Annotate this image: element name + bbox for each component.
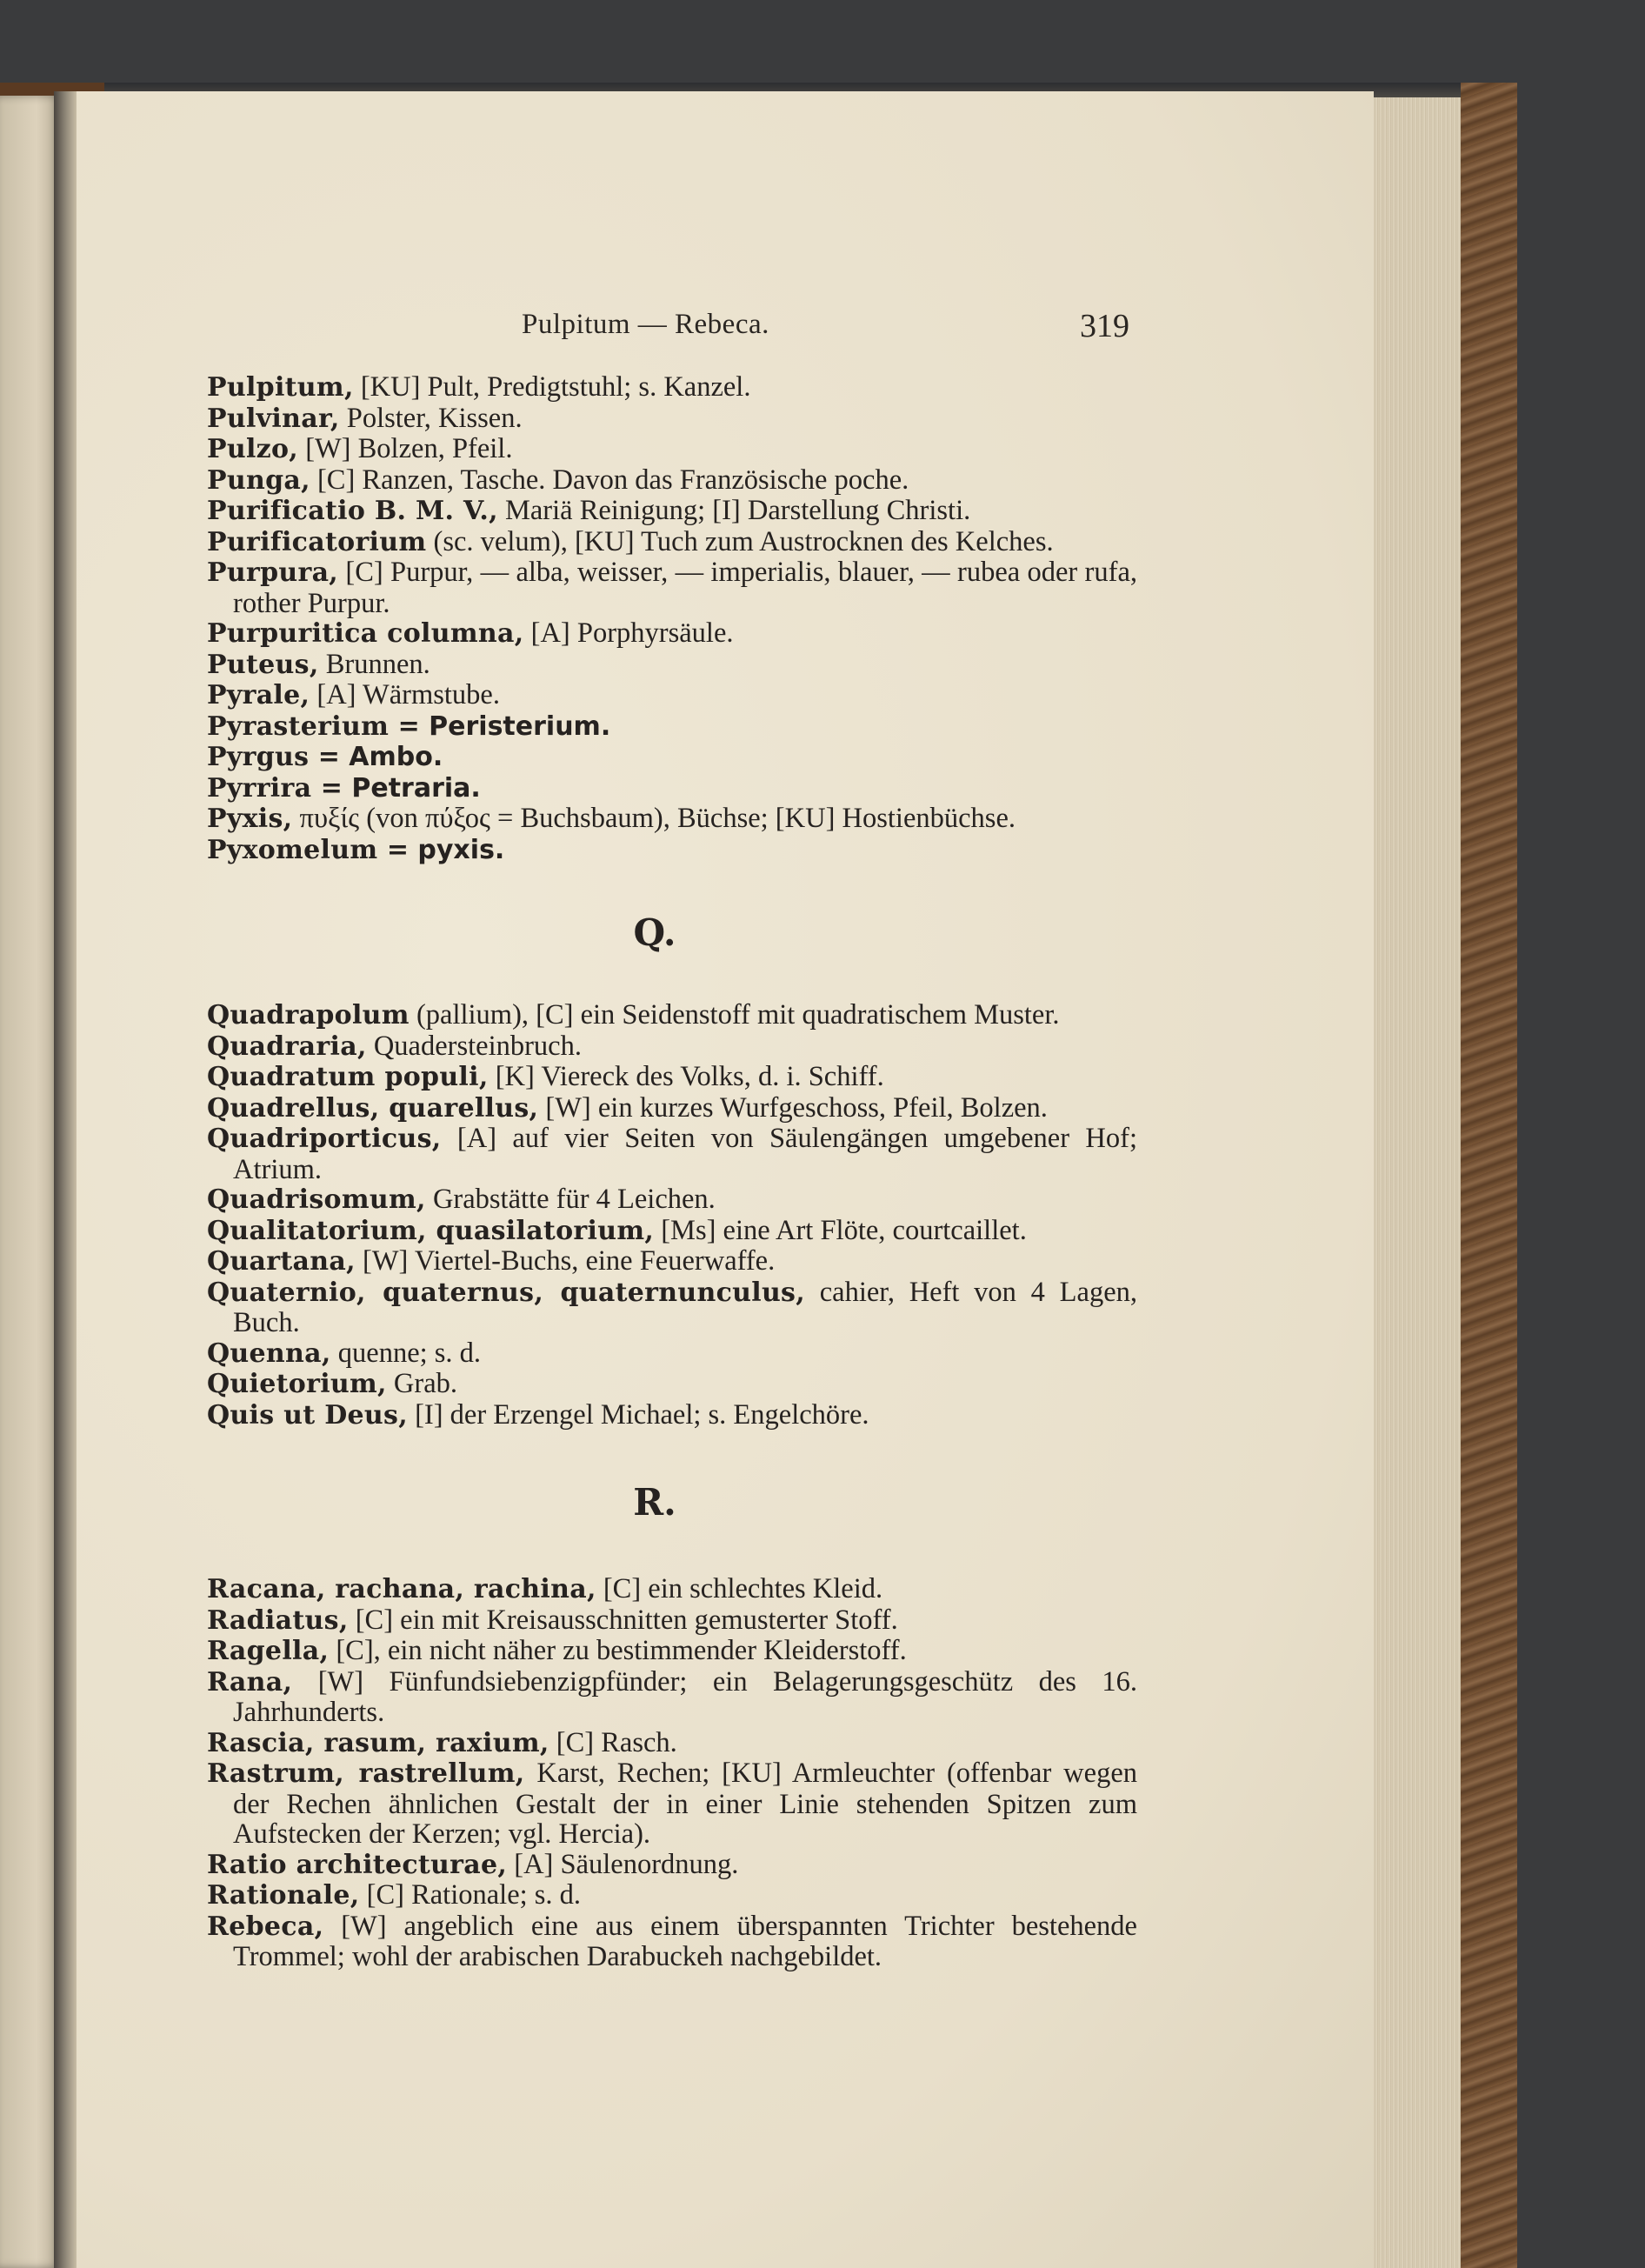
dictionary-entry (207, 1000, 1137, 1031)
entry-text: [K] Viereck des Volks, d. i. Schiff. (488, 1061, 884, 1092)
entry-headword: Qualitatorium, quasilatorium, (207, 1215, 655, 1246)
entry-text: [A] auf vier Seiten von Säulengängen umgebener Hof; Atrium. (233, 1123, 1137, 1185)
entry-text: Grab. (386, 1368, 458, 1399)
section-heading-r: R. (633, 1481, 676, 1524)
dictionary-entry (207, 1093, 1137, 1124)
entry-headword: Pulvinar, (207, 403, 340, 434)
dictionary-entry (207, 711, 1137, 743)
dictionary-entry (207, 1246, 1137, 1277)
entry-headword: Pyrrira (207, 772, 312, 804)
section-q (207, 1000, 1137, 1431)
entry-text: [KU] Pult, Predigtstuhl; s. Kanzel. (353, 371, 751, 403)
entry-text: [A] Säulenordnung. (507, 1848, 739, 1880)
entry-text: Polster, Kissen. (339, 402, 523, 434)
section-heading-q: Q. (633, 911, 676, 954)
dictionary-entry (207, 618, 1137, 650)
entry-headword: Pyxomelum (207, 834, 378, 865)
entry-headword: Quadratum populi, (207, 1062, 489, 1092)
dictionary-entry (207, 434, 1137, 465)
section-p (207, 372, 1137, 865)
dictionary-entry (207, 773, 1137, 804)
dictionary-entry (207, 680, 1137, 711)
entry-headword: Radiatus, (207, 1604, 349, 1636)
page-edges (1374, 97, 1461, 2268)
entry-headword: Quadrellus, quarellus, (207, 1092, 539, 1124)
entry-text: (sc. velum), [KU] Tuch zum Austrocknen des Kelches. (426, 525, 1054, 557)
dictionary-entry (207, 835, 1137, 866)
entry-text: [C] Rasch. (549, 1726, 677, 1758)
entry-text: = Petraria. (311, 772, 481, 804)
entry-text: = Ambo. (309, 742, 443, 772)
entry-headword: Pulpitum, (207, 372, 354, 403)
entry-text: πυξίς (von πύξος = Buchsbaum), Büchse; [KU] Hostienbüchse. (292, 803, 1016, 834)
entry-headword: Quadrapolum (207, 1000, 410, 1031)
entry-text: [C] Rationale; s. d. (359, 1879, 582, 1911)
entry-headword: Puteus, (207, 649, 319, 680)
entry-text: [W] Viertel-Buchs, eine Feuerwaffe. (355, 1245, 776, 1277)
dictionary-entry (207, 496, 1137, 527)
entry-headword: Pyxis, (207, 804, 293, 834)
entry-headword: Rebeca, (207, 1911, 324, 1942)
entry-text: Karst, Rechen; [KU] Armleuchter (offenbar wegen der Rechen ähnlichen Gestalt der in einer Linie stehenden Spitzen zum Aufstecken der Kerzen; vgl. Hercia). (233, 1758, 1137, 1850)
dictionary-entry (207, 1184, 1137, 1216)
entry-text: = Peristerium. (389, 710, 611, 742)
dictionary-entry (207, 1216, 1137, 1247)
dictionary-entry (207, 527, 1137, 558)
entry-headword: Racana, rachana, rachina, (207, 1574, 596, 1604)
left-page-edge (0, 96, 61, 2268)
entry-headword: Pyrale, (207, 680, 310, 710)
entry-headword: Pulzo, (207, 434, 299, 464)
entry-headword: Purificatorium (207, 526, 427, 557)
page-number: 319 (1080, 308, 1129, 344)
entry-text: [A] Wärmstube. (310, 679, 500, 710)
entry-text: [A] Porphyrsäule. (523, 617, 734, 649)
entry-headword: Ragella, (207, 1636, 330, 1666)
dictionary-entry (207, 1880, 1137, 1911)
entry-headword: Punga, (207, 464, 310, 496)
entry-text: Quadersteinbruch. (366, 1030, 582, 1062)
entry-text: Mariä Reinigung; [I] Darstellung Christi. (497, 495, 971, 526)
entry-headword: Quaternio, quaternus, quaternunculus, (207, 1277, 805, 1308)
dictionary-entry (207, 1850, 1137, 1881)
entry-text: [W] ein kurzes Wurfgeschoss, Pfeil, Bolzen. (538, 1091, 1048, 1124)
entry-headword: Quadriporticus, (207, 1124, 442, 1154)
dictionary-entry (207, 1338, 1137, 1370)
book-spine (1461, 83, 1517, 2268)
dictionary-entry (207, 804, 1137, 835)
entry-headword: Quadraria, (207, 1031, 367, 1062)
entry-text: [C] ein schlechtes Kleid. (596, 1573, 883, 1604)
dictionary-text (207, 372, 1137, 1972)
dictionary-entry (207, 1369, 1137, 1400)
entry-text: Grabstätte für 4 Leichen. (425, 1184, 716, 1215)
dictionary-entry (207, 1911, 1137, 1972)
dictionary-entry (207, 1574, 1137, 1605)
entry-headword: Quadrisomum, (207, 1184, 426, 1215)
dictionary-entry (207, 404, 1137, 435)
entry-text: [W] Bolzen, Pfeil. (298, 433, 513, 464)
dictionary-entry (207, 1062, 1137, 1093)
dictionary-entry (207, 1031, 1137, 1063)
entry-text: [C], ein nicht näher zu bestimmender Kleiderstoff. (329, 1635, 907, 1666)
entry-text: Brunnen. (318, 648, 430, 680)
section-r (207, 1574, 1137, 1972)
entry-text: (pallium), [C] ein Seidenstoff mit quadratischem Muster. (409, 999, 1060, 1031)
dictionary-entry (207, 1636, 1137, 1667)
dictionary-entry (207, 1400, 1137, 1431)
dictionary-entry (207, 742, 1137, 773)
entry-headword: Pyrgus (207, 742, 310, 772)
entry-headword: Quartana, (207, 1246, 356, 1277)
entry-headword: Rana, (207, 1666, 293, 1698)
entry-headword: Rascia, rasum, raxium, (207, 1727, 549, 1758)
entry-headword: Rationale, (207, 1880, 360, 1911)
running-head: Pulpitum — Rebeca. (522, 309, 769, 340)
dictionary-entry (207, 1667, 1137, 1728)
entry-text: = pyxis. (377, 834, 505, 865)
entry-headword: Quenna, (207, 1337, 331, 1369)
entry-text: [W] Fünfundsiebenzigpfünder; ein Belagerungsgeschütz des 16. Jahrhunderts. (233, 1665, 1137, 1728)
entry-text: [W] angeblich eine aus einem überspannten Trichter bestehende Trommel; wohl der arabischen Darabuckeh nachgebildet. (233, 1910, 1137, 1972)
entry-text: cahier, Heft von 4 Lagen, Buch. (233, 1276, 1138, 1338)
entry-headword: Purificatio B. M. V., (207, 496, 498, 526)
entry-headword: Ratio architecturae, (207, 1849, 508, 1880)
dictionary-entry (207, 372, 1137, 404)
entry-text: [C] Purpur, — alba, weisser, — imperialis, blauer, — rubea oder rufa, rother Purpur. (233, 557, 1137, 619)
entry-headword: Quietorium, (207, 1369, 387, 1399)
dictionary-entry (207, 1605, 1137, 1637)
entry-text: [I] der Erzengel Michael; s. Engelchöre. (407, 1398, 869, 1431)
entry-headword: Rastrum, rastrellum, (207, 1758, 525, 1789)
dictionary-entry (207, 1124, 1137, 1184)
book-gutter (54, 91, 77, 2268)
entry-headword: Quis ut Deus, (207, 1399, 408, 1431)
dictionary-entry (207, 1277, 1137, 1338)
entry-headword: Purpuritica columna, (207, 618, 524, 649)
dictionary-entry (207, 650, 1137, 681)
entry-headword: Purpura, (207, 557, 339, 588)
entry-text: quenne; s. d. (330, 1337, 482, 1369)
dictionary-entry (207, 1728, 1137, 1759)
dictionary-entry (207, 557, 1137, 618)
dictionary-entry (207, 1758, 1137, 1850)
entry-text: [C] Ranzen, Tasche. Davon das Französische poche. (310, 464, 909, 496)
dictionary-entry (207, 465, 1137, 497)
entry-text: [C] ein mit Kreisausschnitten gemusterter Stoff. (348, 1604, 898, 1636)
entry-headword: Pyrasterium (207, 710, 390, 742)
entry-text: [Ms] eine Art Flöte, courtcaillet. (654, 1214, 1027, 1246)
